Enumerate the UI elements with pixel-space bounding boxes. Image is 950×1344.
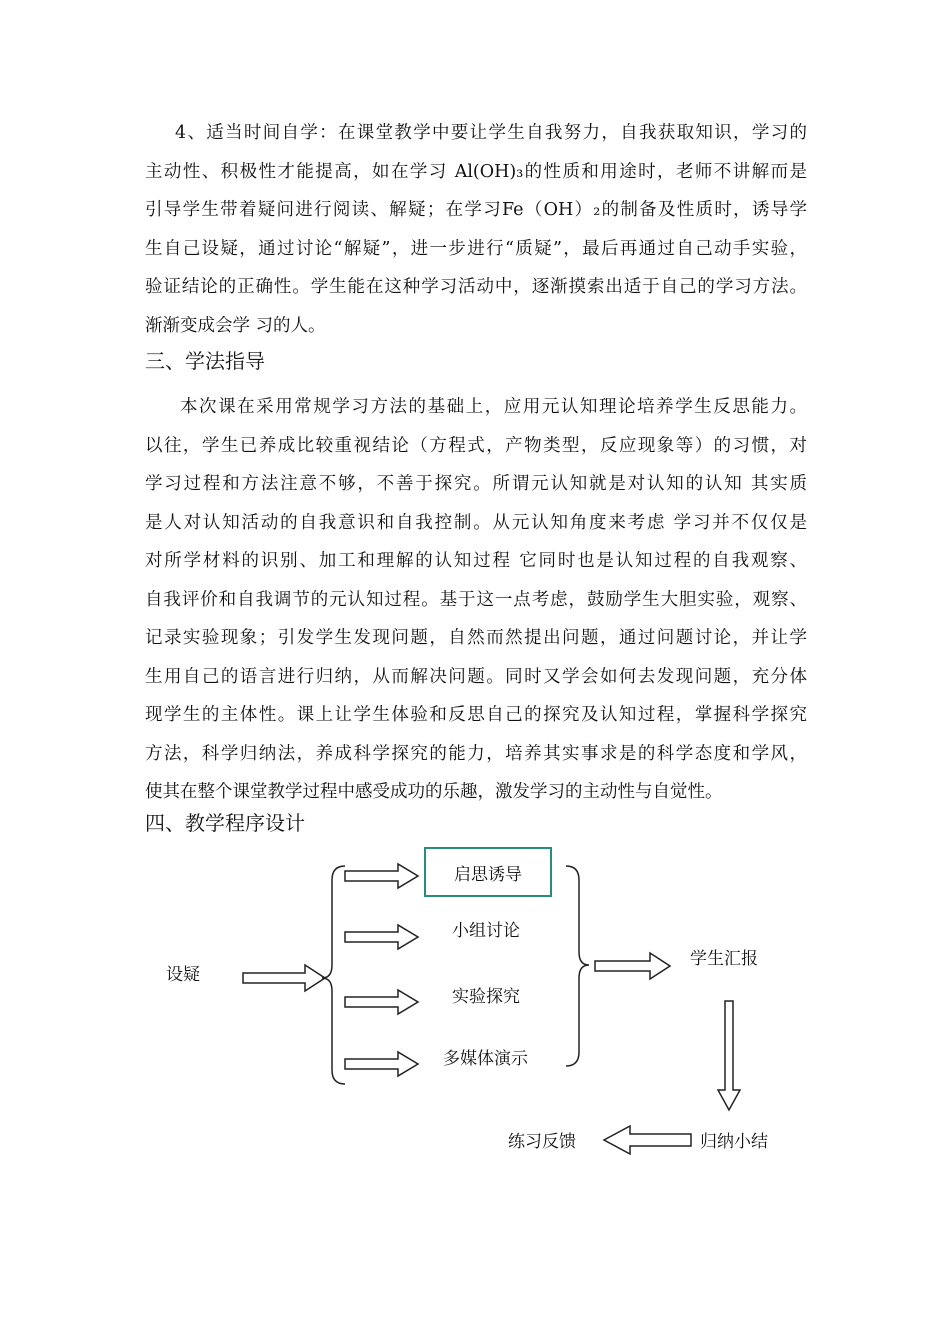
text-line: 生自己设疑，通过讨论“解疑”，进一步进行“质疑”，最后再通过自己动手实验， <box>145 238 807 259</box>
arrow-down-to-summary <box>718 1001 740 1110</box>
arrow-to-methods <box>243 965 325 991</box>
text-line: 自我评价和自我调节的元认知过程。基于这一点考虑，鼓励学生大胆实验，观察、 <box>145 589 807 610</box>
text-line: 引导学生带着疑问进行阅读、解疑；在学习Fe（OH）₂的制备及性质时，诱导学 <box>145 200 807 220</box>
text-line: 方法，科学归纳法，养成科学探究的能力，培养其实事求是的科学态度和学风， <box>145 743 807 764</box>
arrow-method-1 <box>345 864 418 888</box>
arrow-method-4 <box>345 1052 418 1076</box>
section-heading-learning-guidance: 三、学法指导 <box>145 349 265 373</box>
flow-start-question: 设疑 <box>166 965 200 985</box>
right-brace <box>566 866 589 1066</box>
text-line: 主动性、积极性才能提高，如在学习 Al(OH)₃的性质和用途时，老师不讲解而是 <box>145 161 807 182</box>
left-brace <box>322 866 345 1084</box>
flow-method-multimedia: 多媒体演示 <box>443 1049 528 1069</box>
text-line: 本次课在采用常规学习方法的基础上，应用元认知理论培养学生反思能力。 <box>180 397 807 417</box>
text-line: 以往，学生已养成比较重视结论（方程式，产物类型，反应现象等）的习惯，对 <box>145 435 807 456</box>
flow-student-report: 学生汇报 <box>690 949 758 969</box>
arrow-method-2 <box>345 925 418 949</box>
flow-method-inspire: 启思诱导 <box>424 847 552 897</box>
arrow-to-feedback <box>604 1126 691 1154</box>
flow-method-experiment: 实验探究 <box>452 987 520 1007</box>
text-line: 验证结论的正确性。学生能在这种学习活动中，逐渐摸索出适于自己的学习方法。 <box>145 277 807 297</box>
arrow-method-3 <box>345 990 418 1014</box>
arrow-to-report <box>595 953 670 979</box>
text-line: 是人对认知活动的自我意识和自我控制。从元认知角度来考虑 学习并不仅仅是 <box>145 512 807 533</box>
text-line: 使其在整个课堂教学过程中感受成功的乐趣，激发学习的主动性与自觉性。 <box>145 782 723 802</box>
text-line: 渐渐变成会学 习的人。 <box>145 315 326 336</box>
text-line: 对所学材料的识别、加工和理解的认知过程 它同时也是认知过程的自我观察、 <box>145 551 807 571</box>
section-heading-teaching-procedure: 四、教学程序设计 <box>145 811 305 835</box>
flow-practice-feedback: 练习反馈 <box>508 1132 576 1152</box>
flow-method-group-discussion: 小组讨论 <box>452 921 520 941</box>
text-line: 4、适当时间自学：在课堂教学中要让学生自我努力，自我获取知识，学习的 <box>175 123 807 143</box>
text-line: 生用自己的语言进行归纳，从而解决问题。同时又学会如何去发现问题，充分体 <box>145 666 807 687</box>
text-line: 记录实验现象；引发学生发现问题，自然而然提出问题，通过问题讨论，并让学 <box>145 628 807 648</box>
flow-summary: 归纳小结 <box>700 1132 768 1152</box>
text-line: 学习过程和方法注意不够，不善于探究。所谓元认知就是对认知的认知 其实质 <box>145 474 807 494</box>
text-line: 现学生的主体性。课上让学生体验和反思自己的探究及认知过程，掌握科学探究 <box>145 705 807 725</box>
